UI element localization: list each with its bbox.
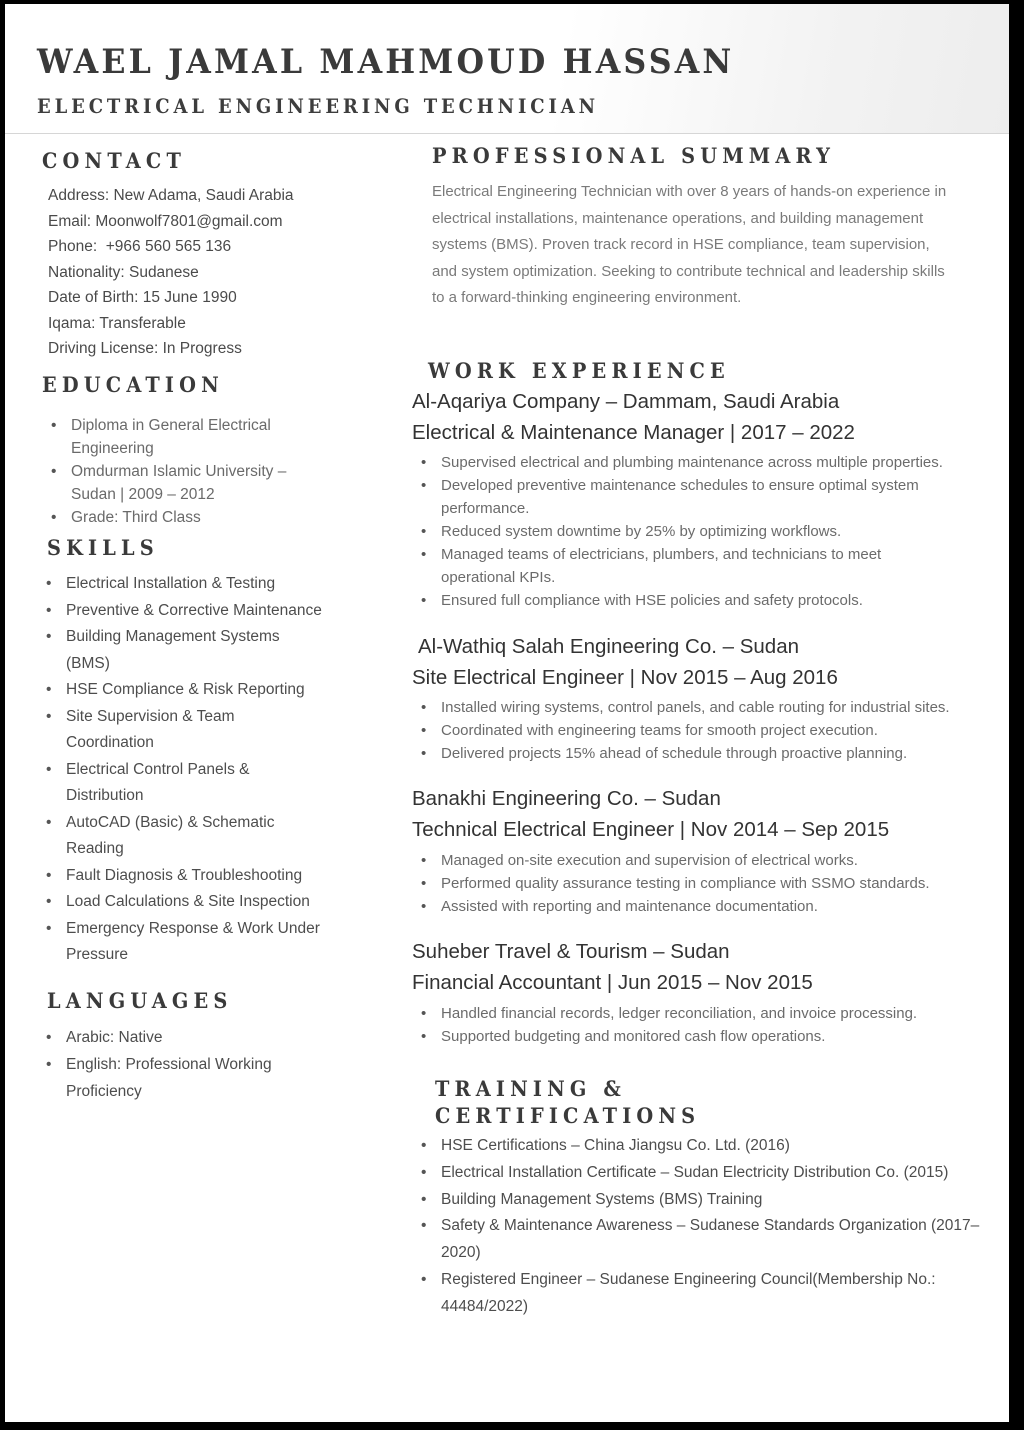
languages-list [41,1024,336,1105]
job-title: Financial Accountant | Jun 2015 – Nov 2015 [412,971,813,994]
job-bullet: • Supervised electrical and plumbing maintenance across multiple properties. [416,451,946,474]
skill-item: • Preventive & Corrective Maintenance [41,598,366,625]
skills-heading: SKILLS [47,535,159,560]
contact-driving-license: Driving License: In Progress [48,340,242,357]
language-item: • Arabic: Native [41,1024,336,1051]
skill-item: • Electrical Control Panels & Distribution [41,757,296,810]
skill-item: • Load Calculations & Site Inspection [41,889,366,916]
contact-email: Email: Moonwolf7801@gmail.com [48,213,283,230]
skill-item: • Electrical Installation & Testing [41,571,366,598]
resume-page [5,4,1009,1422]
certification-item: • Safety & Maintenance Awareness – Sudanese Standards Organization (2017–2020) [416,1213,1001,1267]
candidate-name: WAEL JAMAL MAHMOUD HASSAN [37,42,735,82]
skill-item: • Site Supervision & Team Coordination [41,704,286,757]
job-bullet: • Supported budgeting and monitored cash flow operations. [416,1025,986,1048]
job-bullet: • Assisted with reporting and maintenance documentation. [416,895,986,918]
resume-header [5,4,1009,134]
education-item: • Diploma in General Electrical Engineering [46,414,321,460]
job-bullets [416,451,986,612]
job-bullet: • Installed wiring systems, control panels, and cable routing for industrial sites. [416,696,971,719]
skill-item: • Emergency Response & Work Under Pressure [41,916,356,969]
job-bullet: • Performed quality assurance testing in compliance with SSMO standards. [416,872,931,895]
languages-heading: LANGUAGES [47,988,233,1013]
training-heading-line2: CERTIFICATIONS [435,1103,701,1128]
skill-item: • Building Management Systems (BMS) [41,624,316,677]
certification-item: • Electrical Installation Certificate – Sudan Electricity Distribution Co. (2015) [416,1160,971,1187]
job-bullet: • Developed preventive maintenance schedules to ensure optimal system performance. [416,474,986,520]
training-heading-line1: TRAINING & [435,1076,627,1101]
contact-address: Address: New Adama, Saudi Arabia [48,187,294,204]
skill-item: • HSE Compliance & Risk Reporting [41,677,366,704]
certifications-list [416,1133,1001,1321]
candidate-role: ELECTRICAL ENGINEERING TECHNICIAN [37,94,599,118]
job-company: Al-Wathiq Salah Engineering Co. – Sudan [418,635,800,658]
job-bullet: • Managed on-site execution and supervision of electrical works. [416,849,986,872]
experience-heading: WORK EXPERIENCE [428,358,730,383]
contact-heading: CONTACT [42,148,186,173]
contact-iqama: Iqama: Transferable [48,315,186,332]
job-company: Al-Aqariya Company – Dammam, Saudi Arabia [412,390,840,413]
job-title: Technical Electrical Engineer | Nov 2014 – Sep 2015 [412,818,890,841]
certification-item: • Building Management Systems (BMS) Training [416,1187,986,1214]
skill-item: • Fault Diagnosis & Troubleshooting [41,863,366,890]
job-bullet: • Reduced system downtime by 25% by optimizing workflows. [416,520,986,543]
job-company: Banakhi Engineering Co. – Sudan [412,787,721,810]
education-item: • Omdurman Islamic University – Sudan | 2009 – 2012 [46,460,321,506]
job-bullets [416,849,986,918]
education-item: • Grade: Third Class [46,506,321,529]
job-bullet: • Ensured full compliance with HSE policies and safety protocols. [416,589,986,612]
skill-item: • AutoCAD (Basic) & Schematic Reading [41,810,316,863]
job-bullet: • Handled financial records, ledger reconciliation, and invoice processing. [416,1002,1001,1025]
skills-list [41,571,366,969]
education-heading: EDUCATION [42,372,224,397]
job-bullets [416,1002,1001,1048]
job-bullet: • Delivered projects 15% ahead of schedule through proactive planning. [416,742,986,765]
job-bullet: • Managed teams of electricians, plumbers, and technicians to meet operational KPIs. [416,543,946,589]
contact-phone: Phone: +966 560 565 136 [48,238,232,255]
summary-heading: PROFESSIONAL SUMMARY [432,143,836,168]
certification-item: • HSE Certifications – China Jiangsu Co. Ltd. (2016) [416,1133,986,1160]
contact-nationality: Nationality: Sudanese [48,264,199,281]
certification-item: • Registered Engineer – Sudanese Engineering Council(Membership No.: 44484/2022) [416,1267,1001,1321]
summary-text: Electrical Engineering Technician with over 8 years of hands-on experience in electrical installations, maintenance operations, and building management systems (BMS). Proven track record in HSE compliance, team supervision, and system optimization. Seeking to contribute technical and leadership skills to a forward-thinking engineering environment. [432,183,947,307]
job-title: Site Electrical Engineer | Nov 2015 – Aug 2016 [412,666,838,689]
language-item: • English: Professional Working Proficiency [41,1051,306,1105]
job-bullets [416,696,986,765]
job-company: Suheber Travel & Tourism – Sudan [412,940,730,963]
job-title: Electrical & Maintenance Manager | 2017 – 2022 [412,421,855,444]
job-bullet: • Coordinated with engineering teams for smooth project execution. [416,719,986,742]
contact-dob: Date of Birth: 15 June 1990 [48,289,237,306]
education-list [46,414,321,529]
